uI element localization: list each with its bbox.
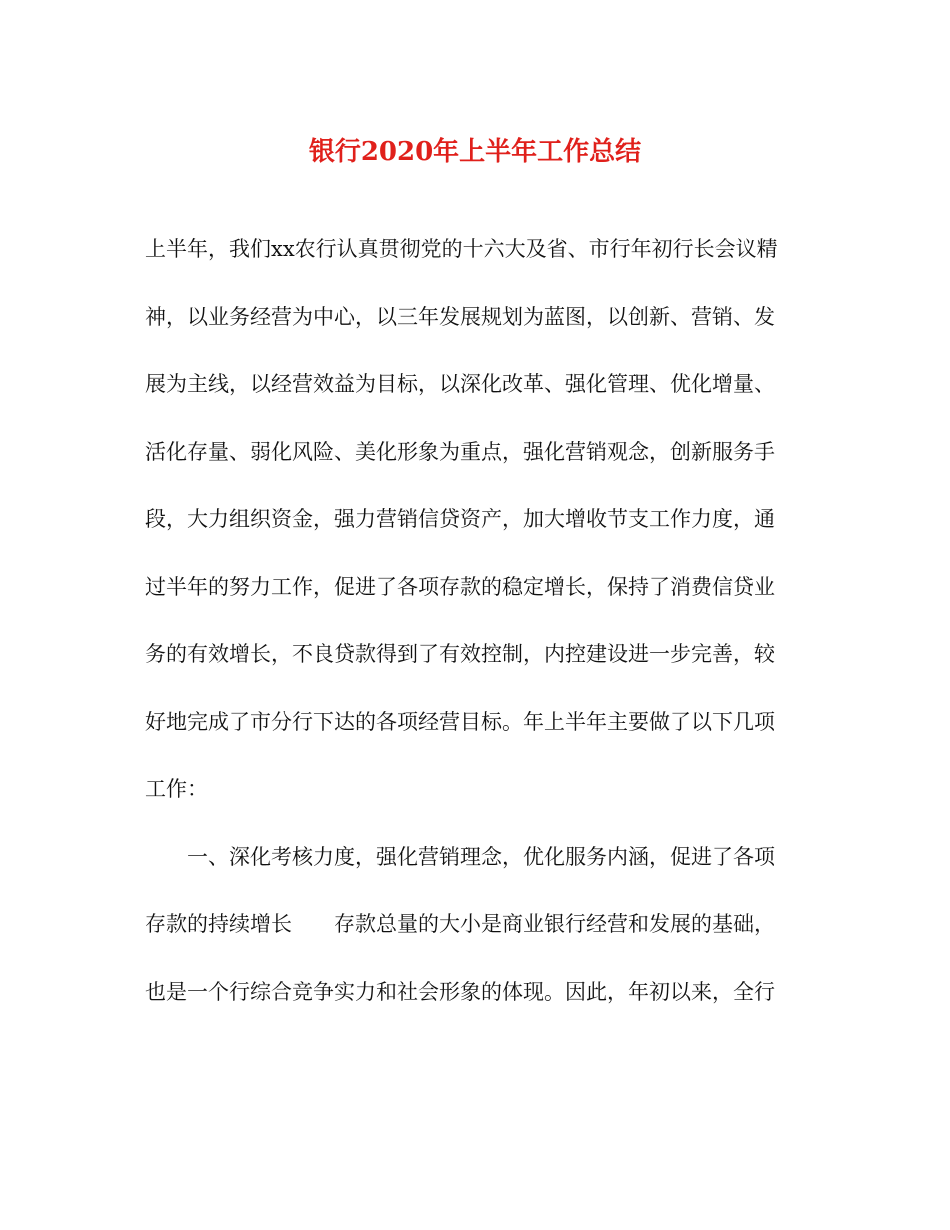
paragraph-line: 务的有效增长，不良贷款得到了有效控制，内控建设进一步完善，较 [145, 642, 775, 666]
paragraph-line: 活化存量、弱化风险、美化形象为重点，强化营销观念，创新服务手 [145, 439, 775, 464]
paragraph-line: 展为主线，以经营效益为目标，以深化改革、强化管理、优化增量、 [145, 372, 775, 396]
document-title: 银行2020年上半年工作总结 [308, 137, 642, 167]
section-heading-line: 一、深化考核力度，强化营销理念，优化服务内涵，促进了各项 [187, 844, 775, 869]
paragraph-line: 存款的持续增长 存款总量的大小是商业银行经营和发展的基础， [145, 912, 775, 936]
paragraph-line: 工作： [145, 777, 208, 801]
paragraph-line: 好地完成了市分行下达的各项经营目标。年上半年主要做了以下几项 [145, 709, 775, 734]
paragraph-line: 神，以业务经营为中心，以三年发展规划为蓝图，以创新、营销、发 [145, 304, 775, 329]
paragraph-line: 也是一个行综合竞争实力和社会形象的体现。因此，年初以来，全行 [145, 979, 775, 1004]
paragraph-line: 过半年的努力工作，促进了各项存款的稳定增长，保持了消费信贷业 [145, 574, 775, 599]
document-body [145, 216, 805, 1026]
paragraph-line: 段，大力组织资金，强力营销信贷资产，加大增收节支工作力度，通 [145, 507, 775, 531]
paragraph-line: 上半年，我们xx农行认真贯彻党的十六大及省、市行年初行长会议精 [145, 237, 778, 261]
